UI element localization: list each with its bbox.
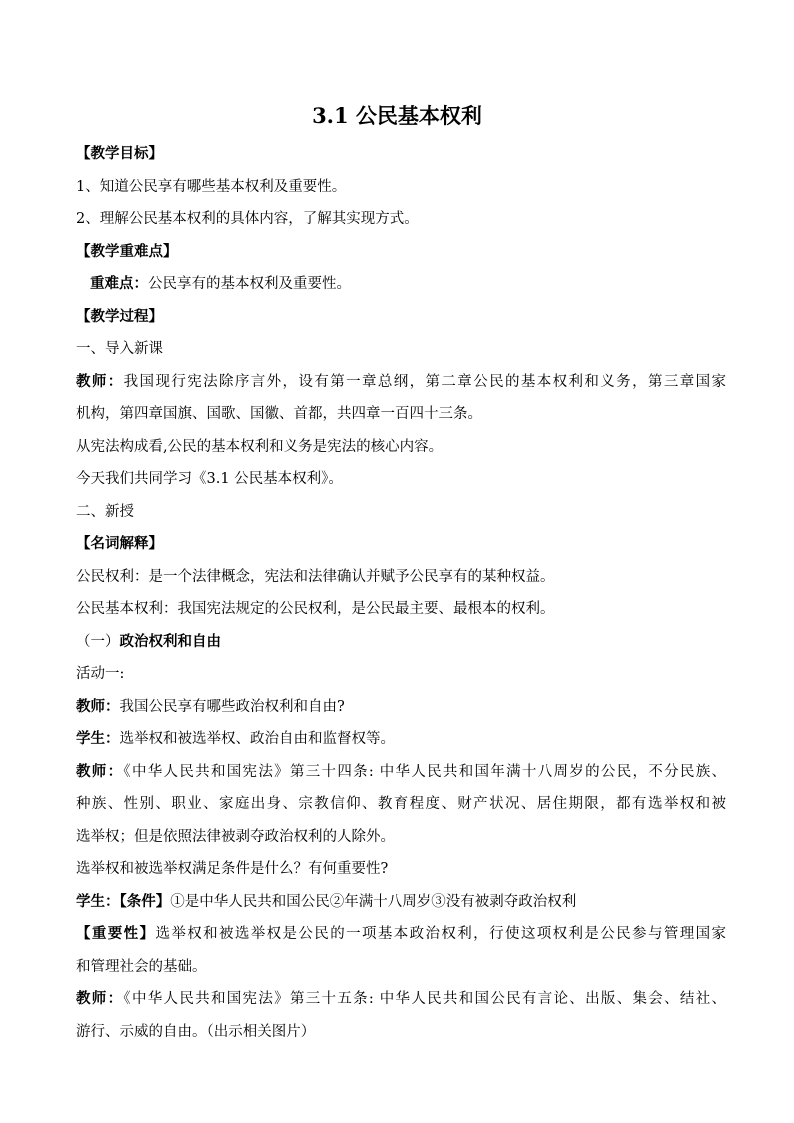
importance-line-1 bbox=[76, 918, 726, 951]
art35-text-1: 《中华人民共和国宪法》第三十五条: 中华人民共和国公民有言论、出版、集会、结社、 bbox=[123, 991, 726, 1007]
q1-student-line bbox=[76, 723, 726, 756]
political-heading-line bbox=[76, 626, 726, 659]
intro-teacher-line-1 bbox=[76, 366, 726, 399]
q1-teacher-text: 我国公民享有哪些政治权利和自由? bbox=[119, 698, 345, 715]
teacher-label: 教师： bbox=[76, 372, 124, 390]
art34-line-2: 种族、性别、职业、家庭出身、宗教信仰、教育程度、财产状况、居住期限，都有选举权和被 bbox=[76, 796, 726, 812]
teacher-label: 教师： bbox=[76, 990, 124, 1007]
new-lesson-heading: 二、新授 bbox=[76, 503, 134, 520]
key-points-label: 重难点： bbox=[90, 275, 148, 292]
intro-line-3: 从宪法构成看,公民的基本权利和义务是宪法的核心内容。 bbox=[76, 438, 444, 455]
art35-line-2: 游行、示威的自由。（出示相关图片） bbox=[76, 1023, 316, 1040]
key-points-heading: 【教学重难点】 bbox=[76, 242, 178, 260]
q1-teacher-line bbox=[76, 691, 726, 724]
art34-line-3: 选举权；但是依照法律被剥夺政治权利的人除外。 bbox=[76, 828, 395, 845]
intro-teacher-line-2: 机构，第四章国旗、国歌、国徽、首都，共四章一百四十三条。 bbox=[76, 406, 482, 422]
importance-line-2: 和管理社会的基础。 bbox=[76, 958, 207, 975]
intro-teacher-text-1: 我国现行宪法除序言外，设有第一章总纲，第二章公民的基本权利和义务，第三章国家 bbox=[123, 373, 726, 390]
art35-line-1 bbox=[76, 983, 726, 1016]
art34-line-1 bbox=[76, 756, 726, 789]
term-1: 公民权利：是一个法律概念，宪法和法律确认并赋予公民享有的某种权益。 bbox=[76, 568, 555, 585]
objective-2: 2、理解公民基本权利的具体内容，了解其实现方式。 bbox=[76, 211, 419, 227]
q2-line: 选举权和被选举权满足条件是什么？有何重要性? bbox=[76, 861, 389, 877]
q1-student-text: 选举权和被选举权、政治自由和监督权等。 bbox=[119, 731, 395, 747]
activity-1: 活动一: bbox=[76, 666, 125, 682]
document-body bbox=[76, 138, 726, 1048]
intro-heading: 一、导入新课 bbox=[76, 341, 163, 357]
page-title: 3.1 公民基本权利 bbox=[312, 103, 482, 128]
process-heading: 【教学过程】 bbox=[76, 307, 163, 325]
key-points-text: 公民享有的基本权利及重要性。 bbox=[148, 276, 351, 292]
teacher-label: 教师： bbox=[76, 762, 124, 780]
student-label: 学生： bbox=[76, 730, 120, 747]
importance-label: 【重要性】 bbox=[76, 925, 156, 942]
intro-line-4: 今天我们共同学习《3.1 公民基本权利》。 bbox=[76, 471, 343, 487]
art34-text-1: 《中华人民共和国宪法》第三十四条: 中华人民共和国年满十八周岁的公民，不分民族、 bbox=[123, 763, 726, 780]
conditions-text: ①是中华人民共和国公民②年满十八周岁③没有被剥夺政治权利 bbox=[170, 893, 577, 910]
term-2: 公民基本权利：我国宪法规定的公民权利，是公民最主要、最根本的权利。 bbox=[76, 601, 555, 617]
key-points-line bbox=[76, 268, 726, 301]
teacher-label: 教师： bbox=[76, 697, 120, 715]
political-heading: 政治权利和自由 bbox=[119, 632, 221, 650]
student-label: 学生： bbox=[76, 892, 120, 910]
objectives-heading: 【教学目标】 bbox=[76, 145, 163, 162]
terms-heading: 【名词解释】 bbox=[76, 535, 163, 552]
conditions-line bbox=[76, 886, 726, 919]
conditions-label: 【条件】 bbox=[119, 892, 171, 910]
objective-1: 1、知道公民享有哪些基本权利及重要性。 bbox=[76, 178, 347, 195]
political-prefix: （一） bbox=[76, 633, 120, 650]
importance-text-1: 选举权和被选举权是公民的一项基本政治权利，行使这项权利是公民参与管理国家 bbox=[155, 926, 726, 942]
